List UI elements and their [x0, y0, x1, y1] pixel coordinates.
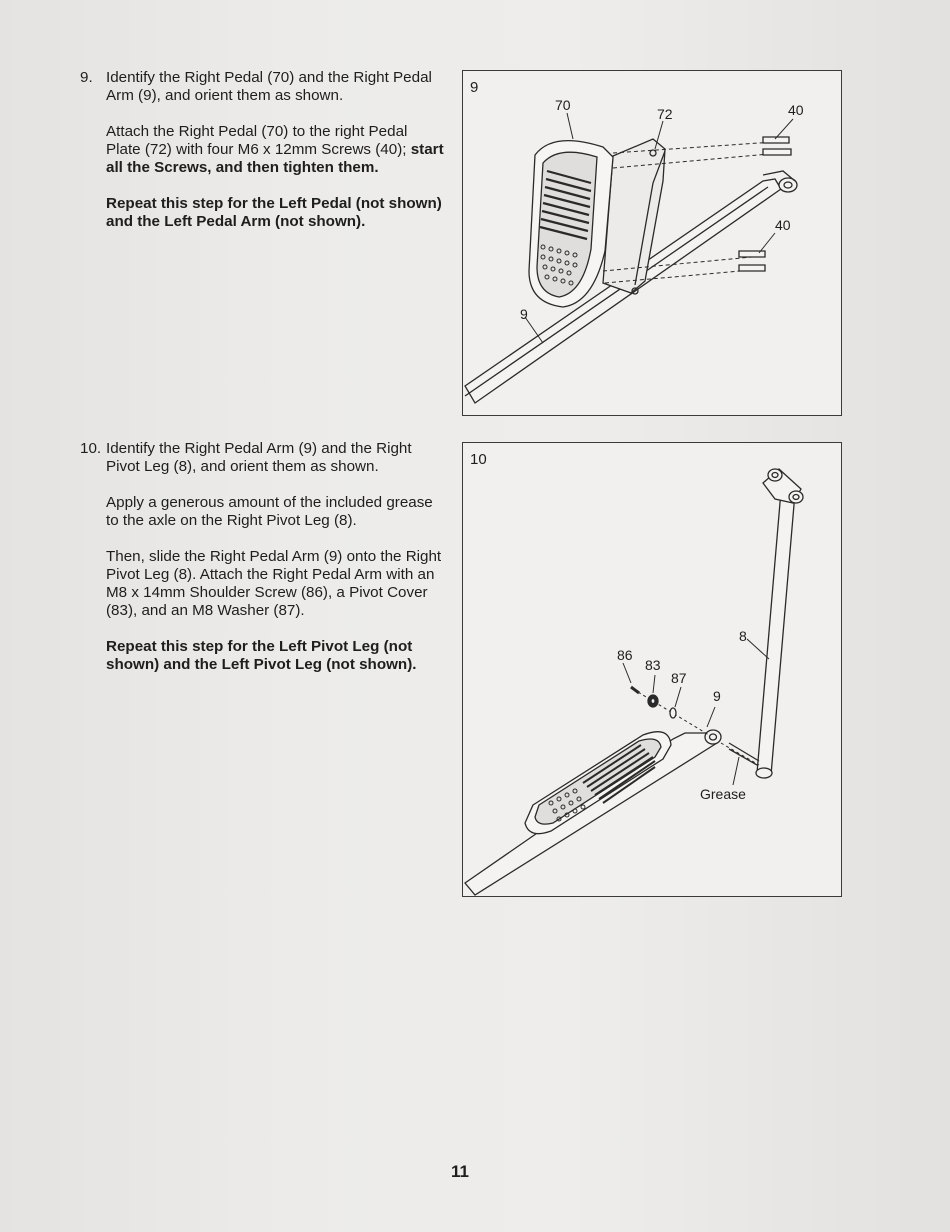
- step-number: 10.: [80, 440, 102, 457]
- step-text: Attach the Right Pedal (70) to the right Pedal Plate (72) with four M6 x 12mm Screws (40);: [106, 123, 408, 158]
- step-9: [80, 69, 445, 249]
- callout-9: 9: [713, 688, 721, 704]
- step-paragraph: Identify the Right Pedal (70) and the Right Pedal Arm (9), and orient them as shown.: [106, 69, 432, 104]
- callout-87: 87: [671, 670, 687, 686]
- callout-86: 86: [617, 647, 633, 663]
- callout-83: 83: [645, 657, 661, 673]
- callout-40-bottom: 40: [775, 217, 791, 233]
- step-body: [106, 69, 445, 231]
- step-paragraph: Apply a generous amount of the included grease to the axle on the Right Pivot Leg (8).: [106, 494, 433, 529]
- step-paragraph: [106, 123, 445, 177]
- callout-grease: Grease: [700, 786, 746, 802]
- figure-label: 10: [470, 451, 487, 468]
- callout-9: 9: [520, 306, 528, 322]
- figure-label: 9: [470, 79, 479, 96]
- callout-40-top: 40: [788, 102, 804, 118]
- step-repeat-note: Repeat this step for the Left Pivot Leg (not shown) and the Left Pivot Leg (not shown).: [106, 638, 417, 673]
- pivot-leg-illustration: [463, 443, 841, 896]
- step-number: 9.: [80, 69, 93, 86]
- step-body: [106, 440, 445, 674]
- step-repeat-note: Repeat this step for the Left Pedal (not shown) and the Left Pedal Arm (not shown).: [106, 195, 442, 230]
- step-10: [80, 440, 445, 692]
- step-paragraph: Then, slide the Right Pedal Arm (9) onto the Right Pivot Leg (8). Attach the Right Pedal Arm with an M8 x 14mm Shoulder Screw (86), a Pivot Cover (83), and an M8 Washer (87).: [106, 548, 442, 619]
- callout-70: 70: [555, 97, 571, 113]
- figure-9: [462, 70, 842, 416]
- callout-72: 72: [657, 106, 673, 122]
- callout-8: 8: [739, 628, 747, 644]
- figure-10: [462, 442, 842, 897]
- page-number: 11: [451, 1162, 469, 1181]
- step-paragraph: Identify the Right Pedal Arm (9) and the Right Pivot Leg (8), and orient them as shown.: [106, 440, 412, 475]
- step-emphasis: start all the Screws, and then tighten them.: [106, 141, 444, 176]
- pedal-assembly-illustration: [463, 71, 841, 415]
